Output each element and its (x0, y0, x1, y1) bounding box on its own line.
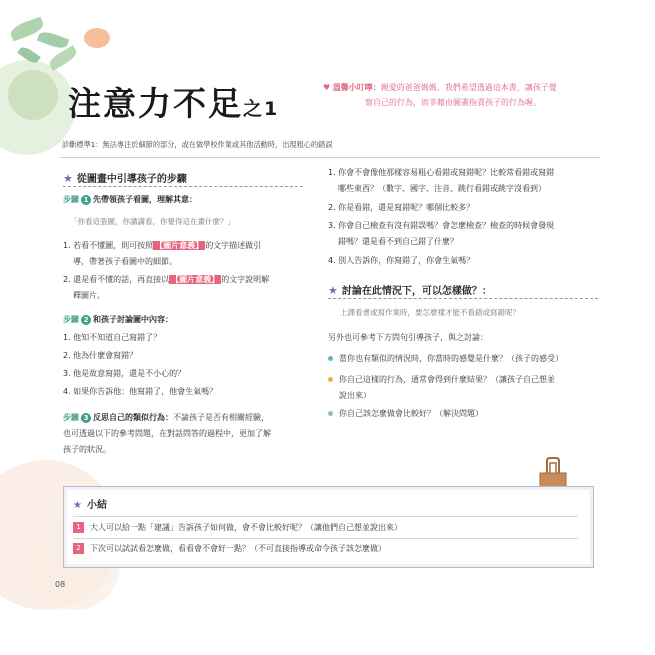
bullet-dot (328, 356, 333, 361)
step-2-question-3: 3. 他是故意寫錯，還是不小心的？ (63, 369, 186, 378)
reflection-question-3: 3. 你會自己檢查有沒有錯誤嗎？會怎麼檢查？檢查的時候會發現 錯嗎？還是看不到自己錯了什麼？ (328, 221, 555, 246)
step-2-question-2: 2. 他為什麼會寫錯？ (63, 351, 138, 360)
discussion-quote: 上課看書或寫作業時，要怎麼樣才能不看錯或寫錯呢？ (340, 308, 520, 317)
star-icon: ★ (63, 172, 73, 185)
summary-rule (73, 538, 578, 539)
summary-item-2: 2 下次可以試試看怎麼做，看看會不會好一點？（不可直接指導或命令孩子該怎麼做） (73, 543, 386, 554)
step-2-question-4: 4. 如果你告訴他：他寫錯了，他會生氣嗎？ (63, 387, 218, 396)
page-title: 注意力不足之1 (68, 84, 280, 123)
summary-rule (73, 516, 578, 517)
reflection-question-2: 2. 你是看錯，還是寫錯呢？哪個比較多？ (328, 203, 475, 212)
bullet-dot (328, 377, 333, 382)
bullet-item: 你自己這樣的行為，通常會得到什麼結果？（讓孩子自己想並 說出來） (328, 372, 603, 404)
step-2-question-1: 1. 他知不知道自己寫錯了？ (63, 333, 162, 342)
bullet-item: 當你也有類似的情況時，你當時的感覺是什麼？（孩子的感受） (328, 351, 563, 367)
step-1-item-2: 2. 還是看不懂的話，再直接以 【圖片意義】 的文字說明解 釋圖片。 (63, 275, 270, 300)
reflection-question-4: 4. 別人告訴你，你寫錯了，你會生氣嗎？ (328, 256, 475, 265)
tip-note: ♥ 溫馨小叮嚀：親愛的爸爸媽媽，我們希望透過這本書，讓孩子覺 察自己的行為，而非藉由圖畫指責孩子的行為喔。 (323, 83, 557, 107)
step-1: 步驟 1 先帶領孩子看圖，理解其意： (63, 195, 197, 204)
section-heading-steps: ★ 從圖畫中引導孩子的步驟 (63, 172, 187, 185)
heart-icon: ♥ (323, 83, 331, 92)
divider (60, 157, 600, 158)
discussion-intro: 另外也可參考下方問句引導孩子，與之討論： (328, 333, 488, 342)
section-heading-discussion: ★ 討論在此情況下，可以怎樣做？： (328, 284, 492, 297)
summary-item-1: 1 大人可以給一點「建議」告訴孩子如何做，會不會比較好呢？（讓他們自己想並說出來） (73, 522, 402, 533)
step-2: 步驟 2 和孩子討論圖中內容： (63, 315, 173, 324)
star-icon: ★ (328, 284, 338, 297)
step-1-quote: 「你看這張圖，你講講看，你覺得這在畫什麼？」 (70, 217, 235, 226)
reflection-question-1: 1. 你會不會像他那樣容易粗心看錯或寫錯呢？比較常看錯或寫錯 哪些東西？（數字、國字、注音、跳行看錯或跳字沒看到） (328, 168, 555, 193)
star-icon: ★ (73, 500, 82, 511)
step-1-item-1: 1. 若看不懂圖，則可按照 【圖片意義】 的文字描述做引 導，帶著孩子看圖中的細節。 (63, 241, 262, 266)
diagnosis-criteria: 診斷標準1：無法專注於細節的部分，或在做學校作業或其他活動時，出現粗心的錯誤 (62, 140, 333, 149)
bullet-item: 你自己該怎麼做會比較好？（解決問題） (328, 406, 483, 422)
page-number: 08 (55, 580, 66, 589)
bullet-dot (328, 411, 333, 416)
summary-title: ★ 小結 (73, 500, 107, 511)
heading-underline (63, 186, 303, 187)
heading-underline (328, 298, 598, 299)
step-3: 步驟 3 反思自己的類似行為：不論孩子是否有相關經驗， (63, 413, 269, 422)
step-3-body: 也可透過以下的參考問題，在對話問答的過程中，更加了解 孩子的狀況。 (63, 429, 271, 454)
